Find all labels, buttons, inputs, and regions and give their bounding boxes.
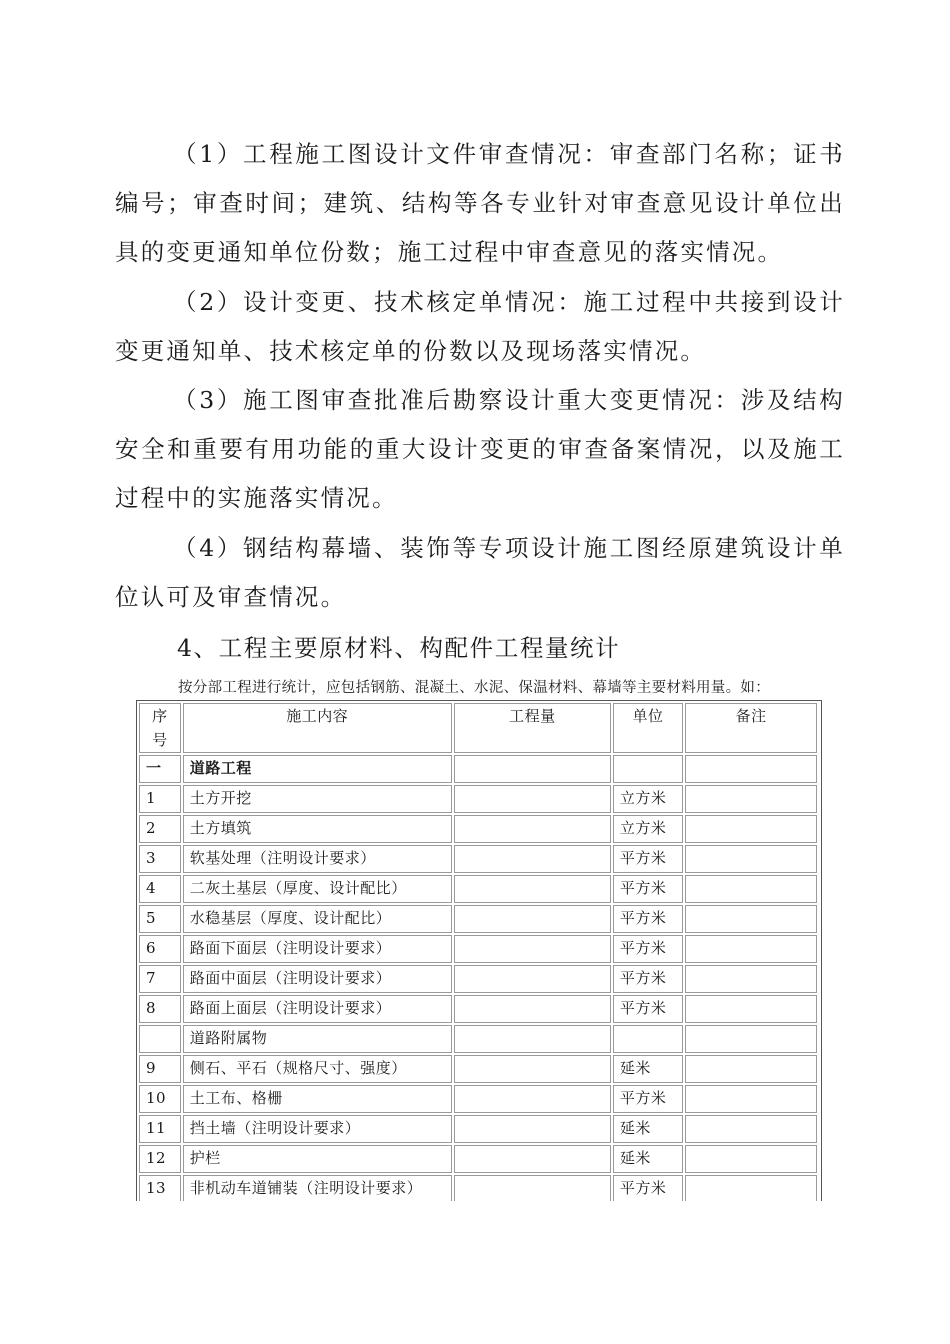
header-unit: 单位 [613,703,683,753]
table-row [139,755,817,783]
cell-unit [613,755,683,783]
section-intro: 按分部工程进行统计，应包括钢筋、混凝土、水泥、保温材料、幕墙等主要材料用量。如： [178,680,770,696]
table-row [139,1115,817,1143]
cell-content: 护栏 [183,1145,452,1173]
cell-seq: 9 [139,1055,181,1083]
table-row [139,965,817,993]
cell-content: 土工布、格栅 [183,1085,452,1113]
table-row [139,935,817,963]
cell-content: 侧石、平石（规格尺寸、强度） [183,1055,452,1083]
paragraph-special-design: （4）钢结构幕墙、装饰等专项设计施工图经原建筑设计单位认可及审查情况。 [115,534,845,611]
cell-content: 挡土墙（注明设计要求） [183,1115,452,1143]
cell-seq: 10 [139,1085,181,1113]
cell-unit: 平方米 [613,1085,683,1113]
cell-seq: 2 [139,815,181,843]
cell-note [685,875,817,903]
cell-note [685,815,817,843]
table-row [139,1175,817,1201]
cell-content: 二灰土基层（厚度、设计配比） [183,875,452,903]
cell-note [685,785,817,813]
cell-seq: 8 [139,995,181,1023]
paragraph-review-status: （1）工程施工图设计文件审查情况：审查部门名称；证书编号；审查时间；建筑、结构等各专业针对审查意见设计单位出具的变更通知单位份数；施工过程中审查意见的落实情况。 [115,140,845,266]
cell-qty [454,1085,611,1113]
cell-unit: 平方米 [613,965,683,993]
cell-content: 道路工程 [183,755,452,783]
cell-unit: 平方米 [613,995,683,1023]
cell-seq: 6 [139,935,181,963]
cell-qty [454,815,611,843]
table-row [139,995,817,1023]
cell-unit: 延米 [613,1145,683,1173]
quantity-table [137,701,819,1201]
paragraph-design-changes: （2）设计变更、技术核定单情况：施工过程中共接到设计变更通知单、技术核定单的份数以及现场落实情况。 [115,288,845,365]
table-row [139,1025,817,1053]
header-seq: 序号 [139,703,181,753]
table-header-row [139,703,817,753]
cell-content: 水稳基层（厚度、设计配比） [183,905,452,933]
cell-qty [454,845,611,873]
cell-unit: 立方米 [613,815,683,843]
cell-content: 路面中面层（注明设计要求） [183,965,452,993]
cell-note [685,755,817,783]
cell-seq: 12 [139,1145,181,1173]
section-heading: 4、工程主要原材料、构配件工程量统计 [177,634,621,662]
cell-unit: 平方米 [613,1175,683,1201]
cell-content: 土方开挖 [183,785,452,813]
cell-content: 路面下面层（注明设计要求） [183,935,452,963]
header-quantity: 工程量 [454,703,611,753]
cell-note [685,1175,817,1201]
cell-seq: 3 [139,845,181,873]
cell-unit: 延米 [613,1115,683,1143]
cell-qty [454,1175,611,1201]
cell-seq: 7 [139,965,181,993]
cell-unit [613,1025,683,1053]
cell-seq: 4 [139,875,181,903]
cell-content: 非机动车道铺装（注明设计要求） [183,1175,452,1201]
table-row [139,1145,817,1173]
cell-note [685,905,817,933]
cell-note [685,1055,817,1083]
cell-seq [139,1025,181,1053]
paragraph-major-changes: （3）施工图审查批准后勘察设计重大变更情况：涉及结构安全和重要有用功能的重大设计变更的审查备案情况，以及施工过程中的实施落实情况。 [115,386,845,512]
cell-seq: 一 [139,755,181,783]
cell-content: 路面上面层（注明设计要求） [183,995,452,1023]
cell-note [685,1025,817,1053]
table-row [139,815,817,843]
cell-seq: 13 [139,1175,181,1201]
cell-qty [454,1025,611,1053]
cell-content: 土方填筑 [183,815,452,843]
cell-seq: 5 [139,905,181,933]
cell-qty [454,1145,611,1173]
cell-unit: 平方米 [613,875,683,903]
cell-qty [454,965,611,993]
header-content: 施工内容 [183,703,452,753]
cell-unit: 立方米 [613,785,683,813]
header-note: 备注 [685,703,817,753]
cell-qty [454,905,611,933]
cell-unit: 平方米 [613,905,683,933]
cell-qty [454,875,611,903]
table-row [139,875,817,903]
cell-unit: 平方米 [613,935,683,963]
cell-unit: 延米 [613,1055,683,1083]
table-row [139,785,817,813]
cell-content: 软基处理（注明设计要求） [183,845,452,873]
cell-note [685,935,817,963]
cell-qty [454,785,611,813]
cell-content: 道路附属物 [183,1025,452,1053]
cell-note [685,1145,817,1173]
cell-qty [454,1115,611,1143]
quantity-table-container [136,700,822,1201]
cell-qty [454,755,611,783]
cell-note [685,1115,817,1143]
table-body [139,755,817,1201]
cell-seq: 1 [139,785,181,813]
cell-qty [454,995,611,1023]
cell-qty [454,935,611,963]
table-row [139,1085,817,1113]
table-row [139,1055,817,1083]
cell-note [685,965,817,993]
table-row [139,905,817,933]
cell-unit: 平方米 [613,845,683,873]
cell-note [685,1085,817,1113]
cell-note [685,845,817,873]
table-row [139,845,817,873]
cell-qty [454,1055,611,1083]
cell-seq: 11 [139,1115,181,1143]
cell-note [685,995,817,1023]
